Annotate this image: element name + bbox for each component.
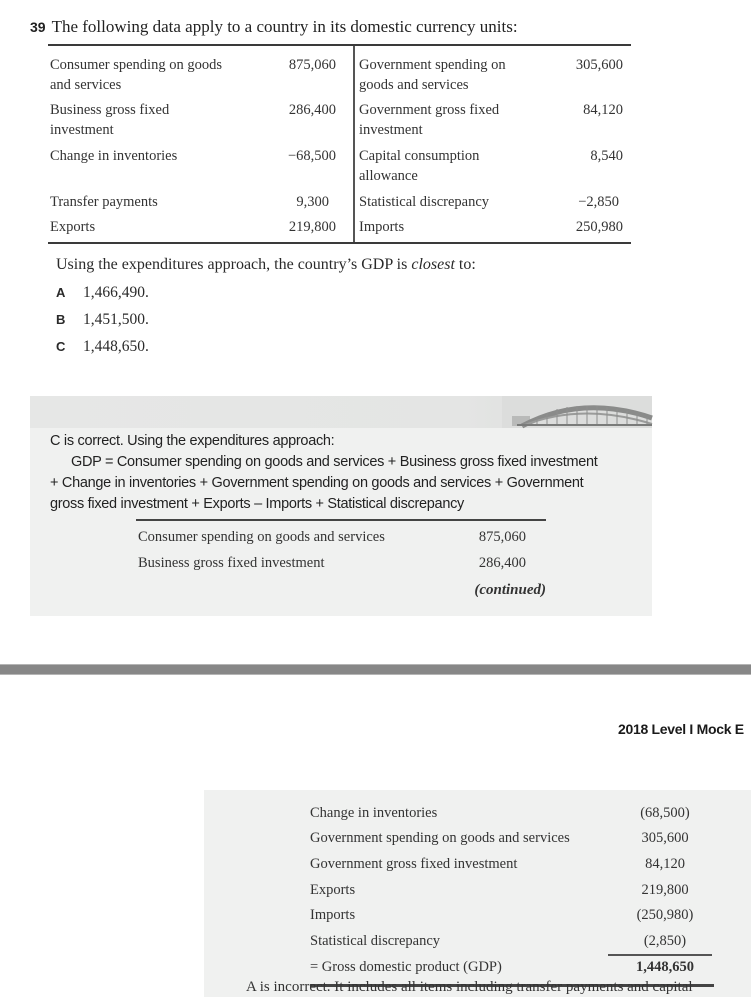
answer-explanation-box — [30, 396, 652, 616]
answer-formula-line-2: + Change in inventories + Government spending on goods and services + Government — [50, 475, 584, 491]
row-value: 219,800 — [288, 219, 336, 235]
row-label: Change in inventories — [50, 148, 178, 164]
total-row: = Gross domestic product (GDP) 1,448,650 — [310, 959, 694, 975]
running-header: 2018 Level I Mock E — [618, 721, 744, 737]
row-value: −68,500 — [287, 148, 336, 164]
column-divider — [353, 46, 355, 242]
answer-formula-line-3: gross fixed investment + Exports – Imports + Statistical discrepancy — [50, 496, 464, 512]
row-value: 84,120 — [583, 102, 623, 118]
cut-off-text: A is incorrect. It includes all items including transfer payments and capital — [246, 979, 693, 995]
answer-explanation-box-continued — [204, 790, 751, 997]
continued-label: (continued) — [474, 582, 546, 598]
row-label: Business gross fixed investment — [50, 102, 170, 138]
option-a[interactable] — [56, 284, 149, 302]
row-label: Imports — [359, 219, 405, 235]
row-value: 286,400 — [288, 102, 336, 118]
row-label: Transfer payments — [50, 194, 158, 210]
row-value: 875,060 — [288, 57, 336, 73]
row-label: Exports — [50, 219, 96, 235]
calc-row: Imports (250,980) — [310, 907, 694, 923]
question-stem: Using the expenditures approach, the country’s GDP is closest to: — [56, 256, 476, 273]
answer-banner — [30, 396, 652, 428]
option-c[interactable] — [56, 338, 149, 356]
calc-row: Government gross fixed investment 84,120 — [310, 856, 685, 872]
row-label: Statistical discrepancy — [359, 194, 490, 210]
answer-line-1: C is correct. Using the expenditures approach: — [50, 433, 335, 449]
option-b[interactable] — [56, 311, 149, 329]
row-label: Capital consumption allowance — [359, 148, 480, 184]
page-separator — [0, 664, 751, 675]
calc-row: Statistical discrepancy (2,850) — [310, 933, 687, 949]
row-label: Consumer spending on goods and services — [50, 57, 222, 93]
bridge-image-icon — [502, 396, 652, 428]
calc-row: Consumer spending on goods and services 875,060 — [138, 529, 526, 545]
calc-row: Exports 219,800 — [310, 882, 689, 898]
row-value: 305,600 — [575, 57, 623, 73]
option-letter: A — [56, 285, 66, 300]
subtotal-rule — [608, 954, 712, 956]
calculation-table — [136, 519, 546, 598]
answer-formula-line-1: GDP = Consumer spending on goods and services + Business gross fixed investment — [71, 454, 598, 470]
question-intro: The following data apply to a country in its domestic currency units: — [51, 17, 518, 36]
row-value: 8,540 — [590, 148, 623, 164]
option-letter: C — [56, 339, 66, 354]
row-label: Government gross fixed investment — [359, 102, 500, 138]
option-text: 1,448,650. — [83, 338, 149, 355]
option-text: 1,451,500. — [83, 311, 149, 328]
calc-row: Business gross fixed investment 286,400 — [138, 555, 526, 571]
data-table — [48, 44, 631, 244]
calc-row: Government spending on goods and services 305,600 — [310, 830, 689, 846]
calc-row: Change in inventories (68,500) — [310, 805, 690, 821]
row-value: 9,300 — [296, 194, 329, 210]
question-number: 39 — [30, 19, 46, 35]
option-text: 1,466,490. — [83, 284, 149, 301]
option-letter: B — [56, 312, 66, 327]
row-value: 250,980 — [575, 219, 623, 235]
row-label: Government spending on goods and services — [359, 57, 506, 93]
row-value: −2,850 — [578, 194, 619, 210]
question-heading — [30, 17, 518, 37]
